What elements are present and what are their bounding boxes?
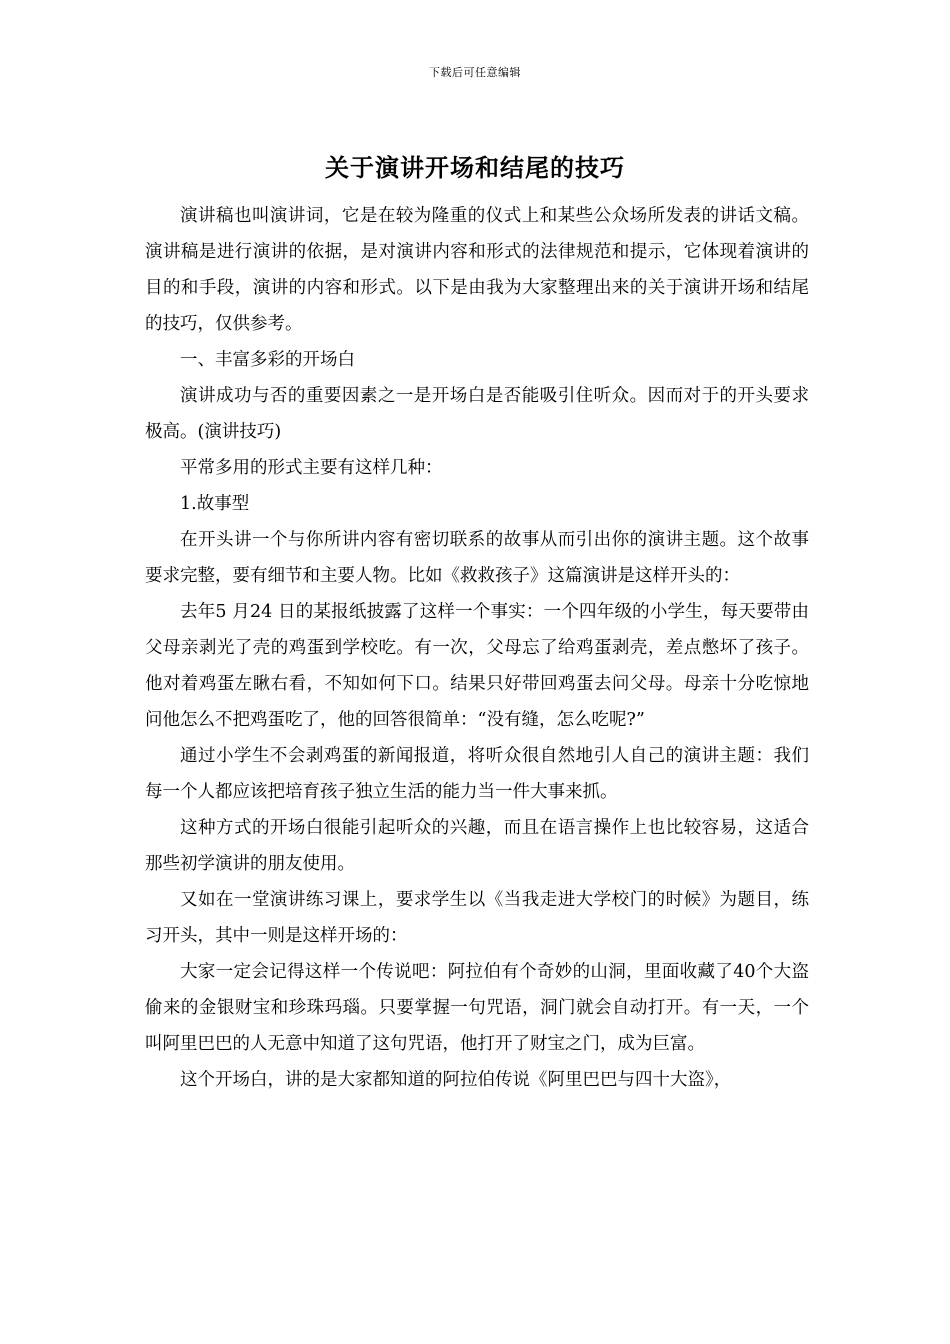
paragraph: 平常多用的形式主要有这样几种： [180, 458, 443, 478]
paragraph: 在开头讲一个与你所讲内容有密切联系的故事从而引出你的演讲主题。这个故事要求完整，要有细节和主要人物。比如《救救孩子》这篇演讲是这样开头的： [145, 530, 809, 586]
list-heading: 1.故事型 [180, 494, 250, 514]
paragraph: 又如在一堂演讲练习课上，要求学生以《当我走进大学校门的时候》为题目，练习开头，其中一则是这样开场的： [145, 890, 809, 946]
section-heading: 一、丰富多彩的开场白 [180, 350, 355, 370]
paragraph: 大家一定会记得这样一个传说吧：阿拉伯有个奇妙的山洞，里面收藏了40个大盗偷来的金银财宝和珍珠玛瑙。只要掌握一句咒语，洞门就会自动打开。有一天，一个叫阿里巴巴的人无意中知道了这句咒语，他打开了财宝之门，成为巨富。 [145, 962, 809, 1054]
document-title: 关于演讲开场和结尾的技巧 [325, 153, 625, 182]
document-body [145, 198, 809, 1098]
paragraph: 演讲成功与否的重要因素之一是开场白是否能吸引住听众。因而对于的开头要求极高。(演讲技巧) [145, 386, 809, 442]
paragraph: 这种方式的开场白很能引起听众的兴趣，而且在语言操作上也比较容易，这适合那些初学演讲的朋友使用。 [145, 818, 809, 874]
paragraph: 演讲稿也叫演讲词，它是在较为隆重的仪式上和某些公众场所发表的讲话文稿。演讲稿是进行演讲的依据，是对演讲内容和形式的法律规范和提示，它体现着演讲的目的和手段，演讲的内容和形式。以下是由我为大家整理出来的关于演讲开场和结尾的技巧，仅供参考。 [145, 206, 809, 334]
paragraph: 去年5 月24 日的某报纸披露了这样一个事实：一个四年级的小学生，每天要带由父母亲剥光了壳的鸡蛋到学校吃。有一次，父母忘了给鸡蛋剥壳，差点憋坏了孩子。他对着鸡蛋左瞅右看，不知如何下口。结果只好带回鸡蛋去问父母。母亲十分吃惊地问他怎么不把鸡蛋吃了，他的回答很简单：“没有缝，怎么吃呢?” [145, 602, 809, 730]
paragraph: 这个开场白，讲的是大家都知道的阿拉伯传说《阿里巴巴与四十大盗》， [180, 1070, 732, 1090]
paragraph: 通过小学生不会剥鸡蛋的新闻报道，将听众很自然地引人自己的演讲主题：我们每一个人都应该把培育孩子独立生活的能力当一件大事来抓。 [145, 746, 809, 802]
header-note: 下载后可任意编辑 [429, 66, 521, 79]
